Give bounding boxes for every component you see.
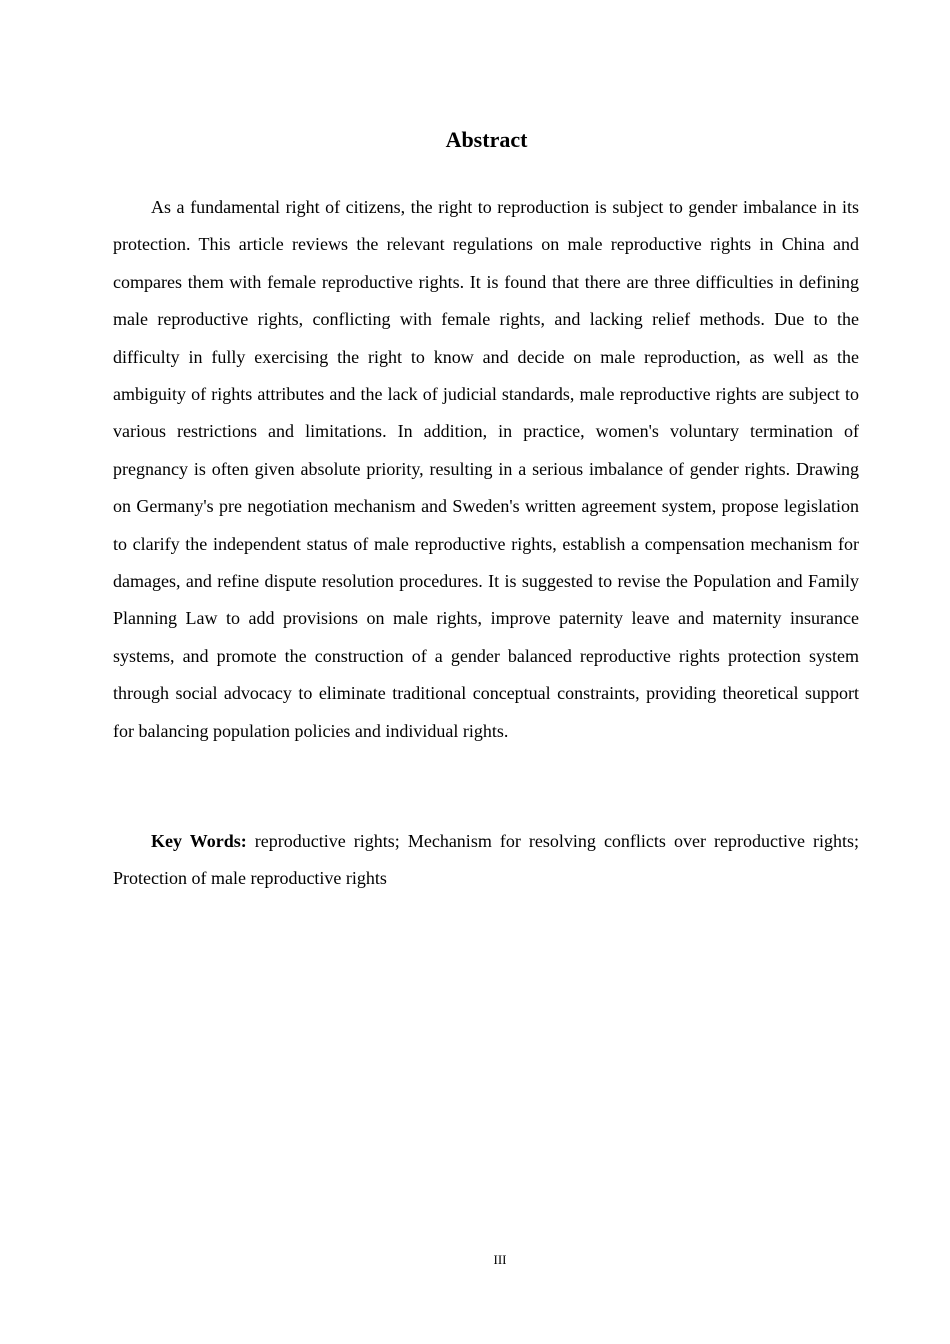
abstract-paragraph: As a fundamental right of citizens, the right to reproduction is subject to gender imbalance in its protection. This article reviews the relevant regulations on male reproductive rights in China and compares them with female reproductive rights. It is found that there are three difficulties in defining male reproductive rights, conflicting with female rights, and lacking relief methods. Due to the difficulty in fully exercising the right to know and decide on male reproduction, as well as the ambiguity of rights attributes and the lack of judicial standards, male reproductive rights are subject to various restrictions and limitations. In addition, in practice, women's voluntary termination of pregnancy is often given absolute priority, resulting in a serious imbalance of gender rights. Drawing on Germany's pre negotiation mechanism and Sweden's written agreement system, propose legislation to clarify the independent status of male reproductive rights, establish a compensation mechanism for damages, and refine dispute resolution procedures. It is suggested to revise the Population and Family Planning Law to add provisions on male rights, improve paternity leave and maternity insurance systems, and promote the construction of a gender balanced reproductive rights protection system through social advocacy to eliminate traditional conceptual constraints, providing theoretical support for balancing population policies and individual rights. [113, 197, 859, 741]
keywords-paragraph [113, 823, 859, 898]
abstract-title: Abstract [445, 127, 528, 152]
keywords-label: Key Words: [151, 831, 247, 851]
page-number: III [493, 1252, 507, 1267]
keywords-text: reproductive rights; Mechanism for resolving conflicts over reproductive rights; Protection of male reproductive rights [113, 831, 860, 889]
